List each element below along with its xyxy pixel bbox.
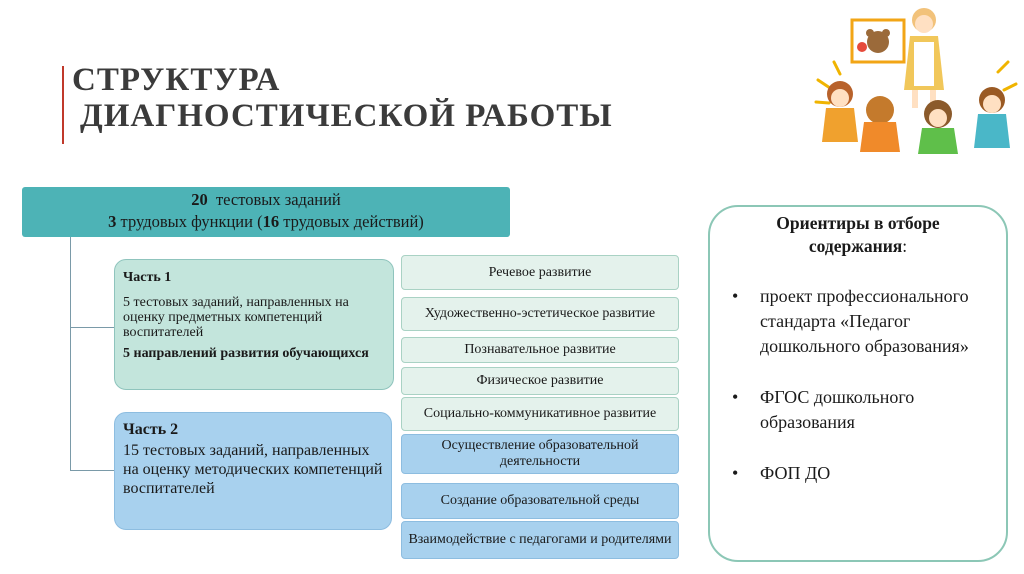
- tree-connector-part1: [70, 327, 114, 328]
- bullet-icon: •: [732, 387, 739, 407]
- page-title: [72, 62, 613, 134]
- area-cognitive: Познавательное развитие: [401, 337, 679, 363]
- part1-heading: Часть 1: [123, 270, 172, 285]
- page-title-line1: СТРУКТУРА: [72, 62, 281, 98]
- area-educational-activity: Осуществление образовательной деятельности: [401, 434, 679, 474]
- guideline-item: • проект профессионального стандарта «Педагог дошкольного образования»: [732, 286, 969, 356]
- teacher-children-illustration: [812, 2, 1020, 162]
- tree-connector-part2: [70, 470, 114, 471]
- area-educational-environment: Создание образовательной среды: [401, 483, 679, 519]
- part2-box: [114, 412, 392, 530]
- picture-book-icon: [852, 20, 904, 62]
- guidelines-list: [732, 284, 984, 486]
- part1-directions: 5 направлений развития обучающихся: [123, 346, 369, 361]
- part1-box: [114, 259, 394, 390]
- summary-line-tasks: 20 тестовых заданий: [191, 190, 341, 209]
- guideline-item: • ФОП ДО: [732, 461, 984, 486]
- summary-line-functions: 3 трудовых функции (16 трудовых действий): [108, 212, 424, 231]
- page-title-line2: ДИАГНОСТИЧЕСКОЙ РАБОТЫ: [80, 98, 613, 134]
- area-physical: Физическое развитие: [401, 367, 679, 395]
- part2-heading: Часть 2: [123, 421, 179, 438]
- part2-description: 15 тестовых заданий, направленных на оценку методических компетенций воспитателей: [123, 442, 383, 497]
- area-teacher-parent-interaction: Взаимодействие с педагогами и родителями: [401, 521, 679, 559]
- bullet-icon: •: [732, 286, 739, 306]
- bullet-icon: •: [732, 463, 739, 483]
- guidelines-heading: Ориентиры в отборе содержания:: [776, 213, 940, 256]
- area-speech: Речевое развитие: [401, 255, 679, 290]
- tree-connector-vertical: [70, 237, 71, 471]
- summary-header: [22, 187, 510, 237]
- guidelines-panel: [708, 205, 1008, 562]
- title-accent-line: [62, 66, 64, 144]
- guideline-item: • ФГОС дошкольного образования: [732, 387, 915, 432]
- area-artistic: Художественно-эстетическое развитие: [401, 297, 679, 331]
- area-social: Социально-коммуникативное развитие: [401, 397, 679, 431]
- part1-description: 5 тестовых заданий, направленных на оценку предметных компетенций воспитателей: [123, 295, 349, 340]
